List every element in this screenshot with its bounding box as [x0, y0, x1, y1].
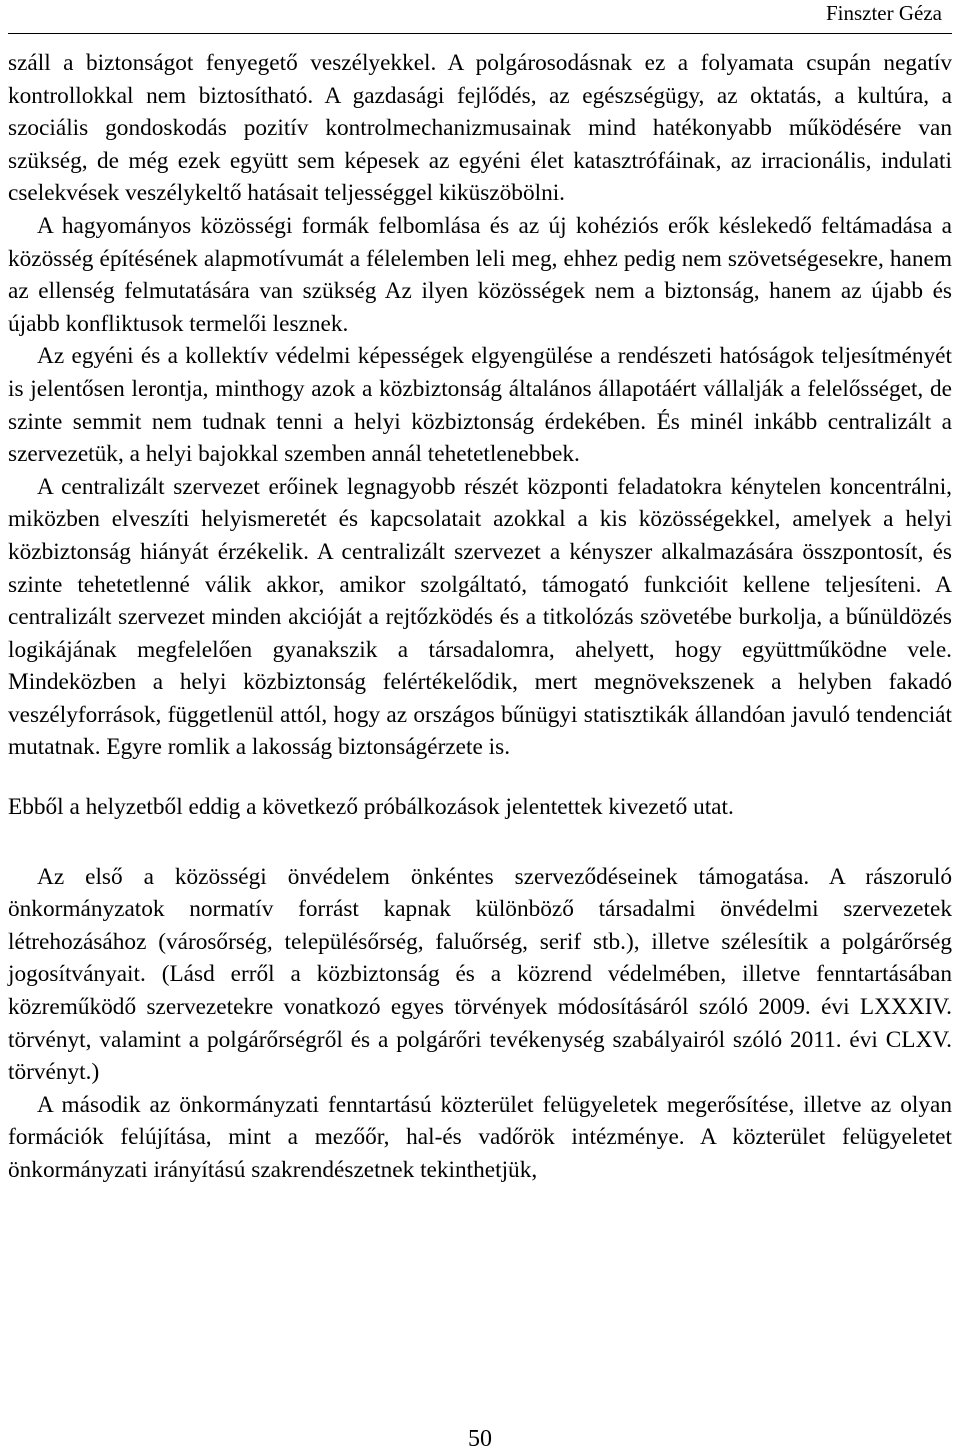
page-header: [8, 0, 952, 34]
paragraph: Az egyéni és a kollektív védelmi képességek elgyengülése a rendészeti hatóságok teljesítményét is jelentősen lerontja, minthogy azok a közbiztonság általános állapotáért vállalják a felelősséget, de szinte semmit nem tudnak tenni a helyi közbiztonság érdekében. És minél inkább centralizált a szervezetük, a helyi bajokkal szemben annál tehetetlenebbek.: [8, 343, 952, 468]
paragraph: Az első a közösségi önvédelem önkéntes szerveződéseinek támogatása. A rászoruló önkormányzatok normatív forrást kapnak különböző társadalmi önvédelmi szervezetek létrehozásához (városőrség, településőrség, faluőrség, serif stb.), illetve szélesítik a polgárőrség jogosítványait. (Lásd erről a közbiztonság és a közrend védelmében, illetve fenntartásában közreműködő szervezetekre vonatkozó egyes törvények módosításáról szóló 2009. évi LXXXIV. törvényt, valamint a polgárőrségről és a polgárőri tevékenység szabályairól szóló 2011. évi CLXV. törvényt.): [8, 863, 952, 1086]
paragraph: száll a biztonságot fenyegető veszélyekkel. A polgárosodásnak ez a folyamata csupán negatív kontrollokkal nem biztosítható. A gazdasági fejlődés, az egészségügy, az oktatás, a kultúra, a szociális gondoskodás pozitív kontrolmechanizmusainak mind hatékonyabb működésére van szükség, de még ezek együtt sem képesek az egyéni élet katasztrófáinak, az irracionális, indulati cselekvések veszélykeltő hatásait teljességgel kiküszöbölni.: [8, 50, 952, 207]
paragraph: A centralizált szervezet erőinek legnagyobb részét központi feladatokra kénytelen koncentrálni, miközben elveszíti helyismeretét és kapcsolatait azokkal a kis közösségekkel, amelyek a helyi közbiztonság hiányát érzékelik. A centralizált szervezet a kényszer alkalmazására összpontosít, és szinte tehetetlenné válik akkor, amikor szolgáltató, támogató funkcióit kellene teljesíteni. A centralizált szervezet minden akcióját a rejtőzködés és a titkolózás szövetébe burkolja, a bűnüldözés logikájának megfelelően gyanakszik a társadalomra, ahelyett, hogy együttműködne vele. Mindeközben a helyi közbiztonság felértékelődik, mert megnövekszenek a helyben fakadó veszélyforrások, függetlenül attól, hogy az országos bűnügyi statisztikák állandóan javuló tendenciát mutatnak. Egyre romlik a lakosság biztonságérzete is.: [8, 473, 952, 761]
body-text: [8, 47, 952, 1187]
running-header-author: Finszter Géza: [825, 1, 942, 25]
paragraph: A hagyományos közösségi formák felbomlása és az új kohéziós erők késlekedő feltámadása a közösség építésének alapmotívumát a félelemben leli meg, ehhez pedig nem szövetségesekre, hanem az ellenség felmutatására van szükség Az ilyen közösségek nem a biztonság, hanem az újabb és újabb konfliktusok termelői lesznek.: [8, 212, 952, 337]
paragraph: Ebből a helyzetből eddig a következő próbálkozások jelentettek kivezető utat.: [8, 794, 734, 821]
paragraph: A második az önkormányzati fenntartású közterület felügyeletek megerősítése, illetve az olyan formációk felújítása, mint a mezőőr, hal-és vadőrök intézménye. A közterület felügyeletet önkormányzati irányítású szakrendészetnek tekinthetjük,: [8, 1091, 952, 1183]
page-number: 50: [468, 1426, 492, 1452]
